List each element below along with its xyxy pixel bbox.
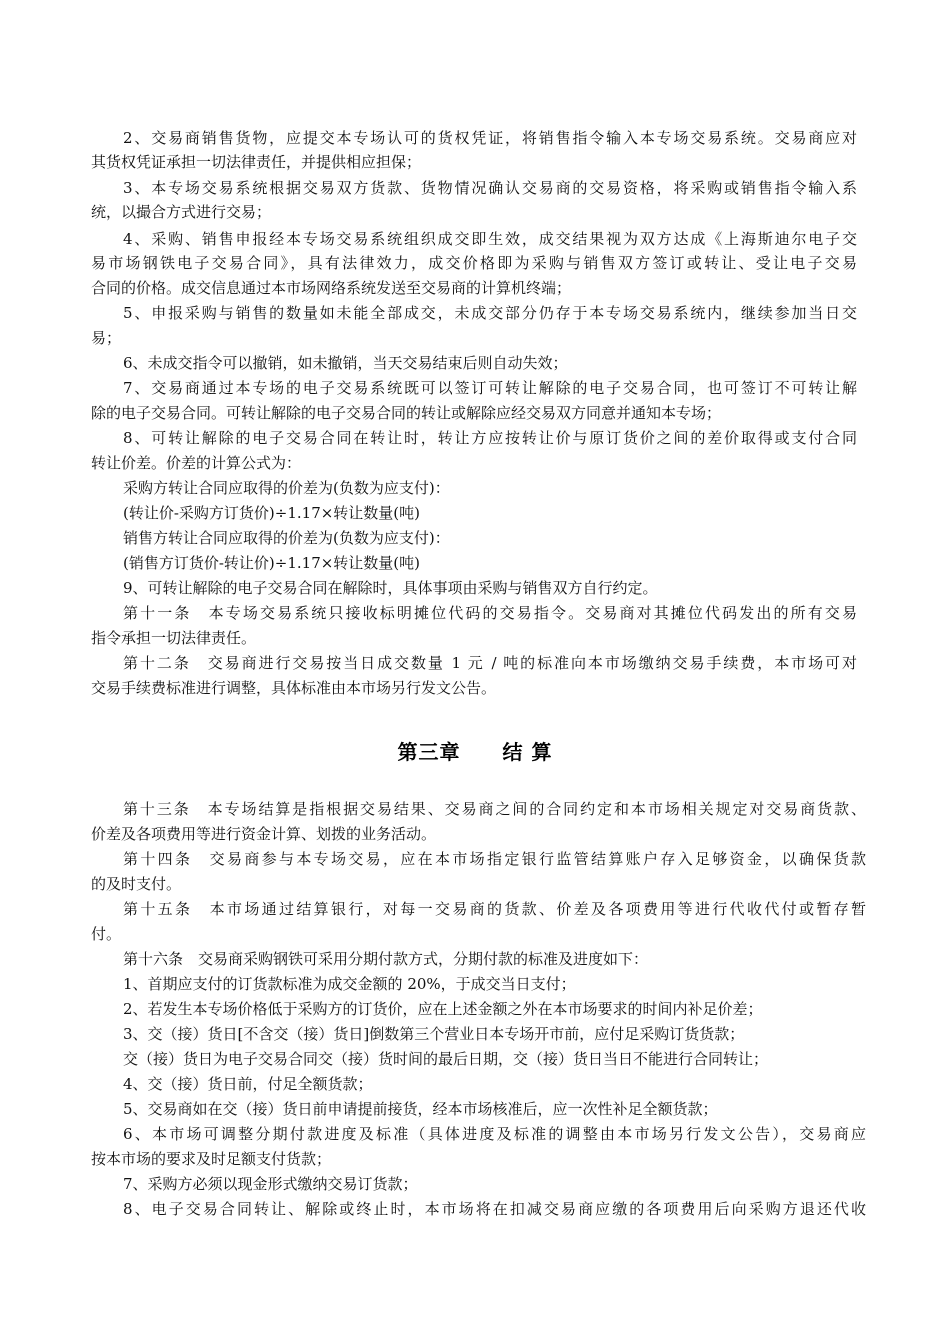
paragraph-line: 7、交易商通过本专场的电子交易系统既可以签订可转让解除的电子交易合同，也可签订不可转让解	[123, 379, 857, 397]
paragraph-line: 第十一条 本专场交易系统只接收标明摊位代码的交易指令。交易商对其摊位代码发出的所有交易	[123, 604, 857, 622]
paragraph-line: 易；	[91, 329, 122, 347]
paragraph-line: 4、采购、销售申报经本专场交易系统组织成交即生效，成交结果视为双方达成《上海斯迪尔电子交	[123, 230, 857, 248]
paragraph-line: 价差及各项费用等进行资金计算、划拨的业务活动。	[91, 825, 437, 843]
paragraph-line: 2、交易商销售货物，应提交本专场认可的货权凭证，将销售指令输入本专场交易系统。交易商应对	[123, 129, 857, 147]
paragraph-line: 3、交（接）货日[不含交（接）货日]倒数第三个营业日本专场开市前，应付足采购订货货款；	[123, 1025, 745, 1043]
paragraph-line: 6、本市场可调整分期付款进度及标准（具体进度及标准的调整由本市场另行发文公告），交易商应	[123, 1125, 866, 1143]
paragraph-line: 其货权凭证承担一切法律责任，并提供相应担保；	[91, 153, 422, 171]
chapter-heading: 第三章 结 算	[397, 740, 553, 764]
paragraph-line: 交（接）货日为电子交易合同交（接）货时间的最后日期，交（接）货日当日不能进行合同转让；	[123, 1050, 769, 1068]
paragraph-line: 6、未成交指令可以撤销，如未撤销，当天交易结束后则自动失效；	[123, 354, 568, 372]
paragraph-line: 合同的价格。成交信息通过本市场网络系统发送至交易商的计算机终端；	[91, 279, 572, 297]
paragraph-line: 9、可转让解除的电子交易合同在解除时，具体事项由采购与销售双方自行约定。	[123, 579, 658, 597]
paragraph-line: 第十四条 交易商参与本专场交易，应在本市场指定银行监管结算账户存入足够资金，以确保货款	[123, 850, 866, 868]
paragraph-line: 易市场钢铁电子交易合同》，具有法律效力，成交价格即为采购与销售双方签订或转让、受让电子交易	[91, 254, 857, 272]
paragraph-line: (转让价-采购方订货价)÷1.17×转让数量(吨)	[123, 504, 421, 522]
paragraph-line: 交易手续费标准进行调整，具体标准由本市场另行发文公告。	[91, 679, 497, 697]
paragraph-line: 统，以撮合方式进行交易；	[91, 203, 272, 221]
paragraph-line: 第十二条 交易商进行交易按当日成交数量 1 元 / 吨的标准向本市场缴纳交易手续费，本市场可对	[123, 654, 857, 672]
paragraph-line: 4、交（接）货日前，付足全额货款；	[123, 1075, 373, 1093]
paragraph-line: 转让价差。价差的计算公式为：	[91, 454, 302, 472]
paragraph-line: 第十三条 本专场结算是指根据交易结果、交易商之间的合同约定和本市场相关规定对交易商货款、	[123, 800, 866, 818]
paragraph-line: (销售方订货价-转让价)÷1.17×转让数量(吨)	[123, 554, 421, 572]
paragraph-line: 采购方转让合同应取得的价差为(负数为应支付)：	[123, 479, 450, 497]
paragraph-line: 的及时支付。	[91, 875, 182, 893]
paragraph-line: 付。	[91, 925, 122, 943]
paragraph-line: 指令承担一切法律责任。	[91, 629, 257, 647]
paragraph-line: 第十六条 交易商采购钢铁可采用分期付款方式，分期付款的标准及进度如下：	[123, 950, 649, 968]
paragraph-line: 5、申报采购与销售的数量如未能全部成交，未成交部分仍存于本专场交易系统内，继续参加当日交	[123, 304, 857, 322]
paragraph-line: 2、若发生本专场价格低于采购方的订货价，应在上述金额之外在本市场要求的时间内补足价差；	[123, 1000, 763, 1018]
paragraph-line: 7、采购方必须以现金形式缴纳交易订货款；	[123, 1175, 418, 1193]
paragraph-line: 第十五条 本市场通过结算银行，对每一交易商的货款、价差及各项费用等进行代收代付或暂存暂	[123, 900, 866, 918]
paragraph-line: 销售方转让合同应取得的价差为(负数为应支付)：	[123, 529, 450, 547]
paragraph-line: 5、交易商如在交（接）货日前申请提前接货，经本市场核准后，应一次性补足全额货款；	[123, 1100, 718, 1118]
paragraph-line: 3、本专场交易系统根据交易双方货款、货物情况确认交易商的交易资格，将采购或销售指令输入系	[123, 179, 857, 197]
paragraph-line: 按本市场的要求及时足额支付货款；	[91, 1150, 332, 1168]
paragraph-line: 8、电子交易合同转让、解除或终止时，本市场将在扣减交易商应缴的各项费用后向采购方退还代收	[123, 1200, 866, 1218]
paragraph-line: 8、可转让解除的电子交易合同在转让时，转让方应按转让价与原订货价之间的差价取得或支付合同	[123, 429, 857, 447]
paragraph-line: 除的电子交易合同。可转让解除的电子交易合同的转让或解除应经交易双方同意并通知本专场；	[91, 404, 722, 422]
paragraph-line: 1、首期应支付的订货款标准为成交金额的 20%，于成交当日支付；	[123, 975, 576, 993]
